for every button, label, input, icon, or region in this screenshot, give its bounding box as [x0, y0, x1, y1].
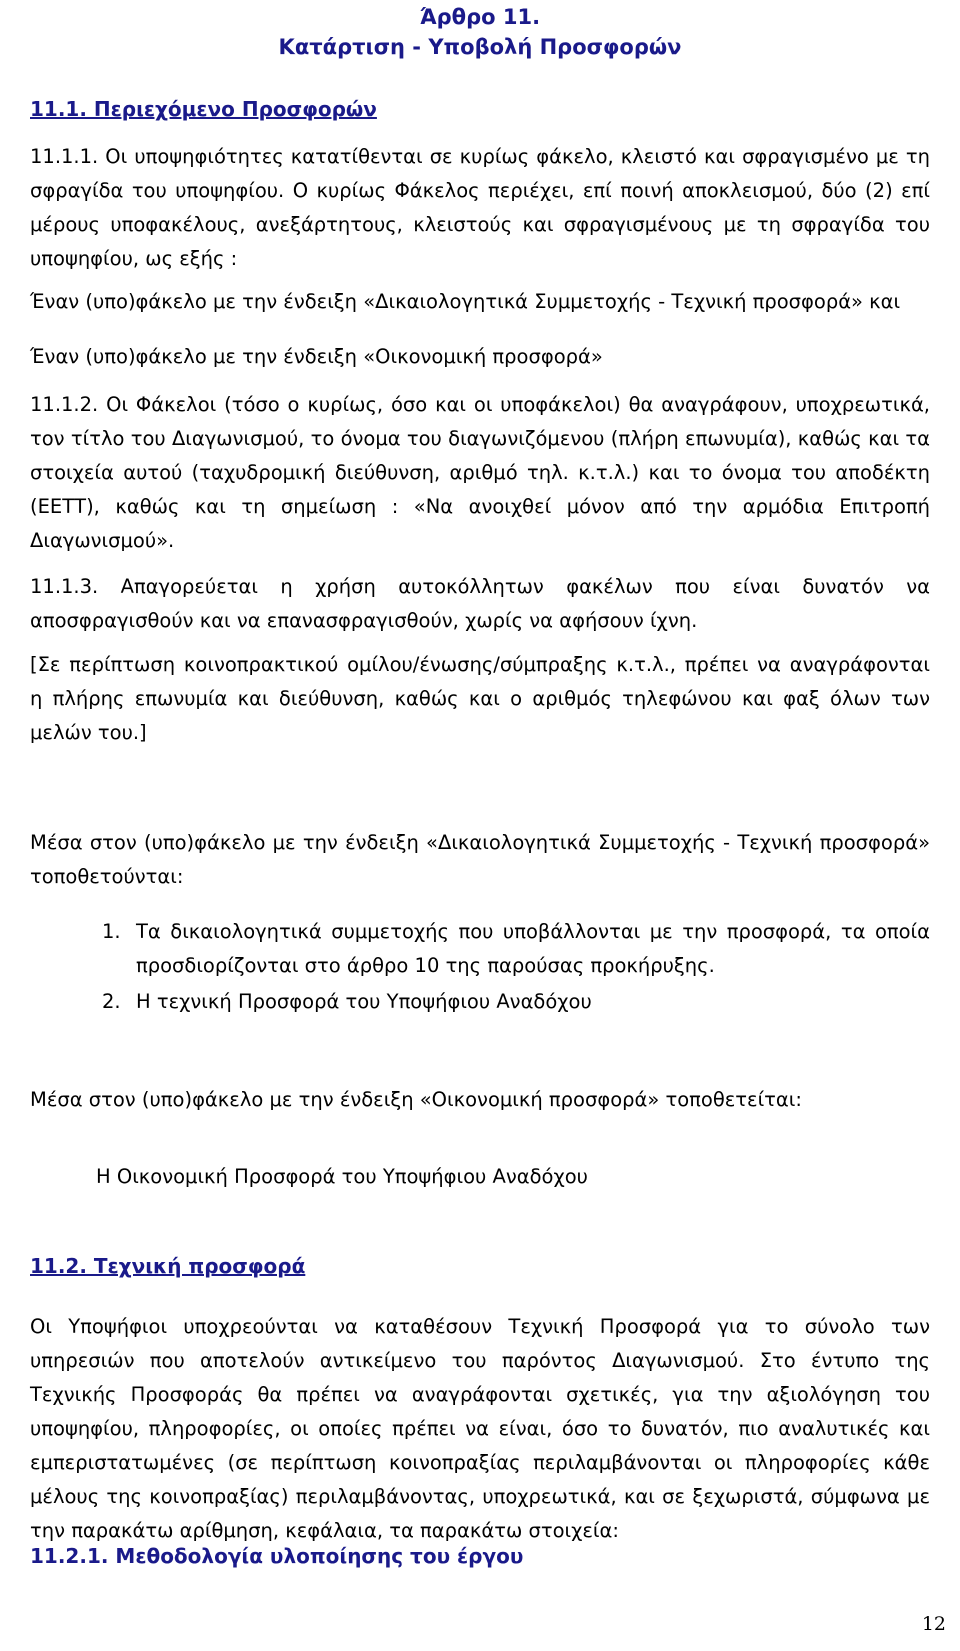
article-title: Κατάρτιση - Υποβολή Προσφορών — [278, 35, 682, 59]
paragraph-inside-technical: Μέσα στον (υπο)φάκελο με την ένδειξη «Δικαιολογητικά Συμμετοχής - Τεχνική προσφορά» τοποθετούνται: — [30, 831, 930, 888]
paragraph-11-1-3: 11.1.3. Απαγορεύεται η χρήση αυτοκόλλητων φακέλων που είναι δυνατόν να αποσφραγισθούν και να επανασφραγισθούν, χωρίς να αφήσουν ίχνη. — [30, 575, 930, 632]
list-item-number: 2. — [102, 990, 121, 1013]
envelope-item-2: Έναν (υπο)φάκελο με την ένδειξη «Οικονομική προσφορά» — [30, 345, 603, 368]
paragraph-11-1-1: 11.1.1. Οι υποψηφιότητες κατατίθενται σε κυρίως φάκελο, κλειστό και σφραγισμένο με τη σφραγίδα του υποψηφίου. Ο κυρίως Φάκελος περιέχει, επί ποινή αποκλεισμού, δύο (2) επί μέρους υποφακέλους, ανεξάρτητους, κλειστούς και σφραγισμένους με τη σφραγίδα του υποψηφίου, ως εξής : — [30, 145, 930, 270]
financial-envelope-item: Η Οικονομική Προσφορά του Υποψήφιου Αναδόχου — [96, 1165, 588, 1188]
paragraph-joint-venture: [Σε περίπτωση κοινοπρακτικού ομίλου/ένωσης/σύμπραξης κ.τ.λ., πρέπει να αναγράφονται η πλήρης επωνυμία και διεύθυνση, καθώς και ο αριθμός τηλεφώνου και φαξ όλων των μελών του.] — [30, 653, 930, 744]
list-item — [102, 915, 930, 983]
paragraph-11-1-2: 11.1.2. Οι Φάκελοι (τόσο ο κυρίως, όσο και οι υποφάκελοι) θα αναγράφουν, υποχρεωτικά, τον τίτλο του Διαγωνισμού, το όνομα του διαγωνιζόμενου (πλήρη επωνυμία), καθώς και τα στοιχεία αυτού (ταχυδρομική διεύθυνση, αριθμό τηλ. κ.τ.λ.) και το όνομα του αποδέκτη (ΕΕΤΤ), καθώς και τη σημείωση : «Να ανοιχθεί μόνον από την αρμόδια Επιτροπή Διαγωνισμού». — [30, 393, 930, 552]
envelope-item-1: Έναν (υπο)φάκελο με την ένδειξη «Δικαιολογητικά Συμμετοχής - Τεχνική προσφορά» και — [30, 290, 901, 313]
section-heading-11-1: 11.1. Περιεχόμενο Προσφορών — [30, 97, 377, 121]
section-heading-11-2: 11.2. Τεχνική προσφορά — [30, 1254, 306, 1278]
paragraph-11-2: Οι Υποψήφιοι υποχρεούνται να καταθέσουν Τεχνική Προσφορά για το σύνολο των υπηρεσιών που αποτελούν αντικείμενο του παρόντος Διαγωνισμού. Στο έντυπο της Τεχνικής Προσφοράς θα πρέπει να αναγράφονται σχετικές, για την αξιολόγηση του υποψηφίου, πληροφορίες, οι οποίες πρέπει να είναι, όσο το δυνατόν, πιο αναλυτικές και εμπεριστατωμένες (σε περίπτωση κοινοπραξίας περιλαμβάνονται οι πληροφορίες κάθε μέλους της κοινοπραξίας) περιλαμβάνοντας, υποχρεωτικά, και σε ξεχωριστά, σύμφωνα με την παρακάτω αρίθμηση, κεφάλαια, τα παρακάτω στοιχεία: — [30, 1315, 930, 1542]
paragraph-inside-financial: Μέσα στον (υπο)φάκελο με την ένδειξη «Οικονομική προσφορά» τοποθετείται: — [30, 1088, 802, 1111]
list-item — [102, 985, 930, 1019]
page-number: 12 — [921, 1613, 946, 1635]
list-item-text: Τα δικαιολογητικά συμμετοχής που υποβάλλονται με την προσφορά, τα οποία προσδιορίζονται στο άρθρο 10 της παρούσας προκήρυξης. — [136, 920, 930, 977]
list-item-number: 1. — [102, 920, 121, 943]
technical-envelope-list — [102, 915, 930, 1021]
article-number: Άρθρο 11. — [419, 5, 541, 29]
subsection-heading-11-2-1: 11.2.1. Μεθοδολογία υλοποίησης του έργου — [30, 1544, 524, 1568]
list-item-text: Η τεχνική Προσφορά του Υποψήφιου Αναδόχου — [136, 990, 592, 1013]
